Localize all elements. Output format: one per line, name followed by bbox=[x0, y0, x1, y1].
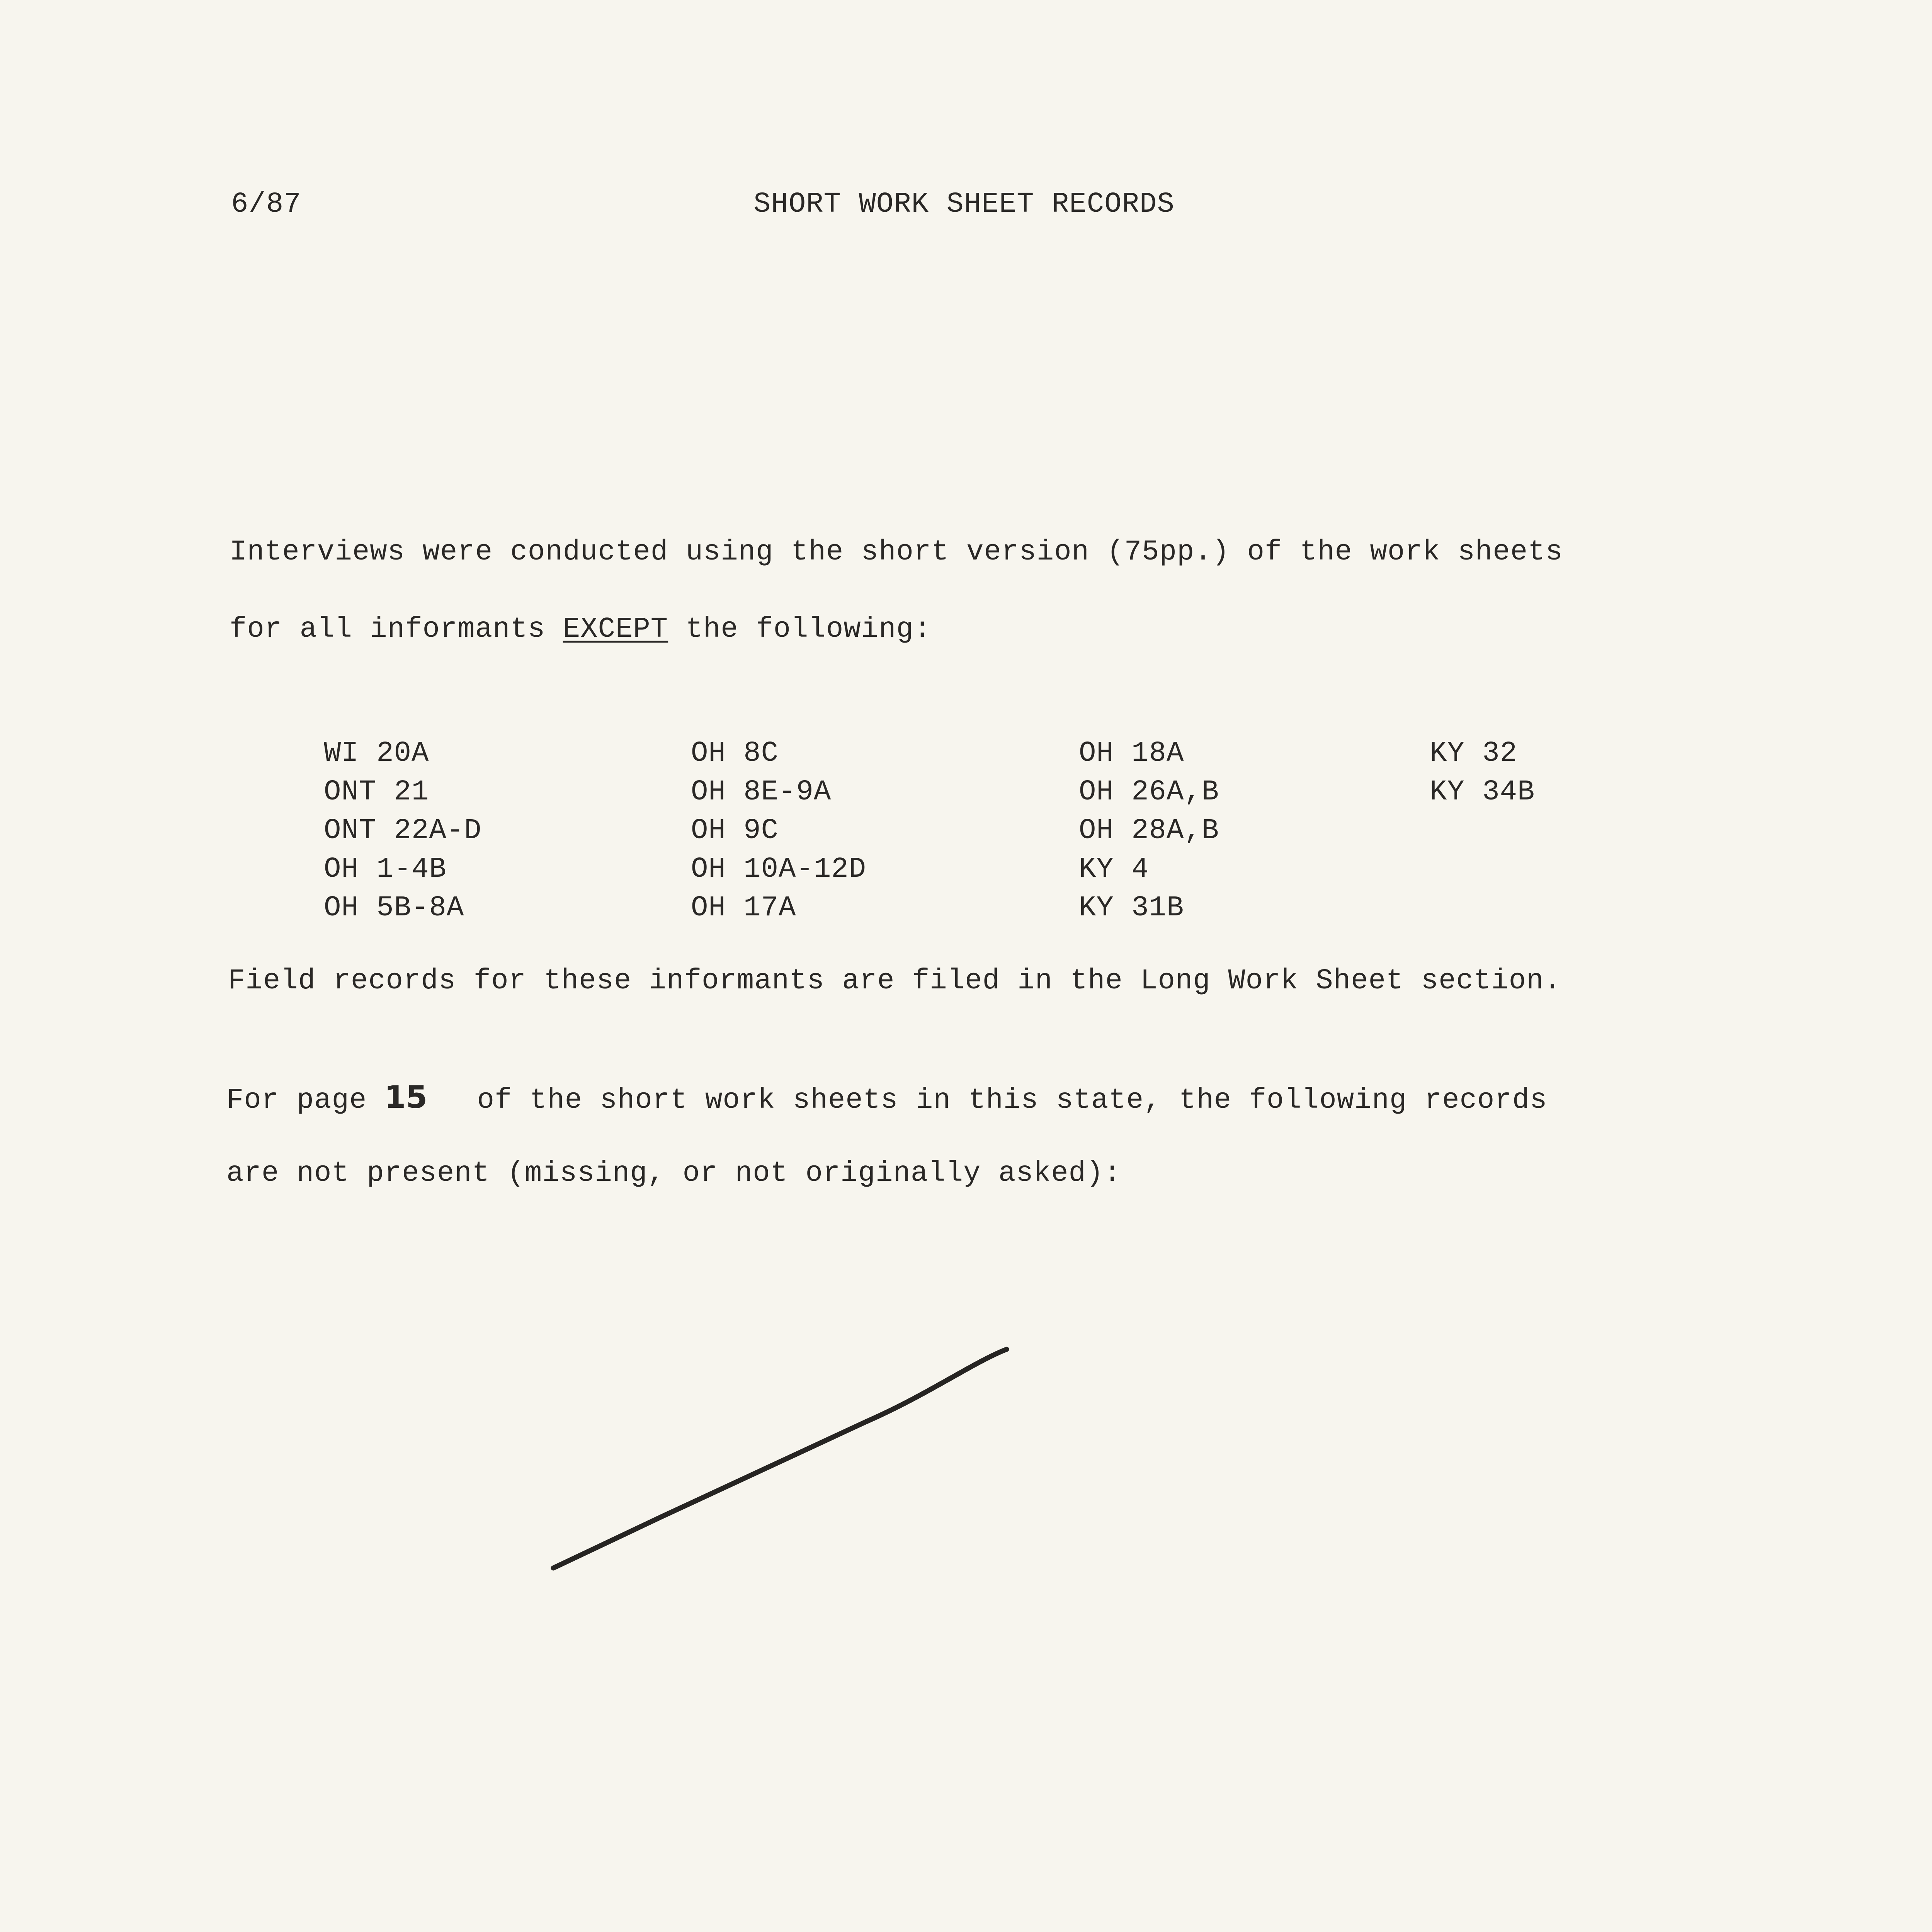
informant-item: WI 20A bbox=[324, 737, 429, 770]
informant-item: KY 34B bbox=[1430, 776, 1535, 808]
informant-item: KY 32 bbox=[1430, 737, 1518, 770]
informant-item: KY 31B bbox=[1079, 892, 1184, 924]
informant-item: OH 10A-12D bbox=[691, 853, 867, 886]
intro-line-2-prefix: for all informants bbox=[230, 613, 563, 646]
header-date: 6/87 bbox=[231, 188, 301, 221]
missing-records-line-2: are not present (missing, or not originally asked): bbox=[226, 1157, 1121, 1190]
page-title: SHORT WORK SHEET RECORDS bbox=[753, 188, 1175, 221]
field-records-note: Field records for these informants are filed in the Long Work Sheet section. bbox=[228, 965, 1561, 997]
informant-item: ONT 22A-D bbox=[324, 815, 482, 847]
informant-item: OH 18A bbox=[1079, 737, 1184, 770]
intro-line-1: Interviews were conducted using the short version (75pp.) of the work sheets bbox=[230, 536, 1563, 568]
informant-item: OH 5B-8A bbox=[324, 892, 464, 924]
informant-item: OH 28A,B bbox=[1079, 815, 1219, 847]
informant-item: OH 9C bbox=[691, 815, 779, 847]
except-emphasis: EXCEPT bbox=[563, 613, 668, 646]
informant-item: OH 8E-9A bbox=[691, 776, 832, 808]
informant-item: KY 4 bbox=[1079, 853, 1149, 886]
missing-suffix: of the short work sheets in this state, the following records bbox=[477, 1084, 1548, 1117]
informant-item: ONT 21 bbox=[324, 776, 429, 808]
informant-item: OH 17A bbox=[691, 892, 796, 924]
missing-prefix: For page bbox=[226, 1084, 384, 1117]
handwritten-page-number: 15 bbox=[384, 1079, 427, 1115]
intro-line-2-suffix: the following: bbox=[668, 613, 932, 646]
informant-item: OH 8C bbox=[691, 737, 779, 770]
informant-item: OH 26A,B bbox=[1079, 776, 1219, 808]
informant-item: OH 1-4B bbox=[324, 853, 447, 886]
